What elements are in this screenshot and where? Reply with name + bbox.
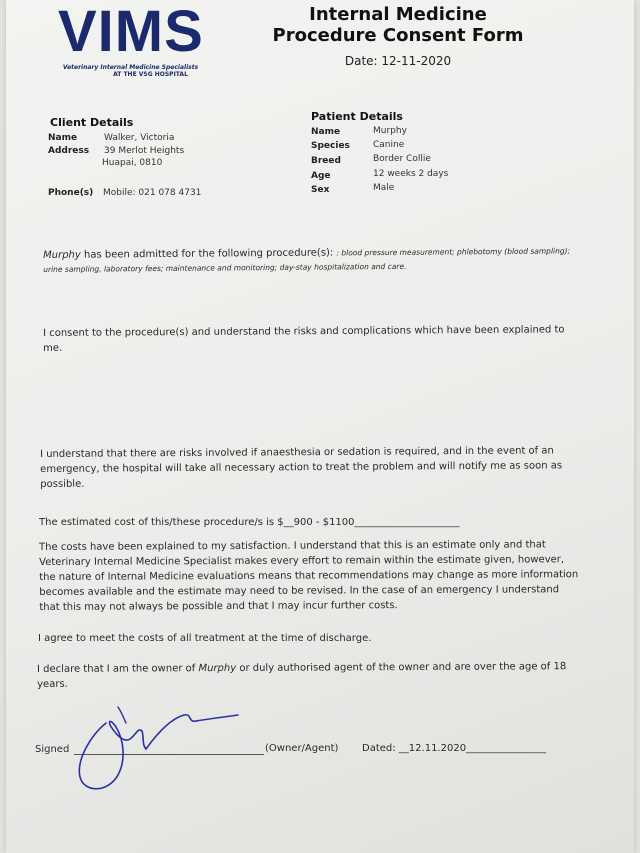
declare-pre: I declare that I am the owner of [37,663,199,675]
patient-age: 12 weeks 2 days [373,169,449,179]
risks-paragraph [40,443,625,492]
risks-line2: emergency, the hospital will take all necessary action to treat the problem and will notify me as soon as [40,460,563,475]
costs-line5: that this may not always be possible and that I may incur further costs. [39,600,398,613]
signature-stroke-loop [79,721,146,788]
form-title-line1: Internal Medicine [309,4,487,25]
handwritten-signature [66,705,246,800]
patient-species: Canine [373,140,405,150]
signature-stroke-mark [118,707,126,723]
dated-field [362,741,546,756]
admission-text: has been admitted for the following procedure(s): [80,247,337,261]
costs-line2: Veterinary Internal Medicine Specialist makes every effort to remain within the estimate given, however, [39,554,565,568]
consent-paragraph [43,322,623,356]
signature-stroke-tail [146,715,238,749]
admission-paragraph [43,238,623,276]
estimate-value: __900 - $1100_____________________ [283,517,460,528]
form-date: Date: 12-11-2020 [344,54,452,68]
estimate-text: The estimated cost of this/these procedure/s is $ [39,517,284,528]
consent-line1: I consent to the procedure(s) and understand the risks and complications which have been explained to [43,324,565,339]
patient-name: Murphy [373,126,407,136]
patient-age-label: Age [311,171,331,181]
client-name-label: Name [48,133,78,143]
patient-sex: Male [373,183,395,193]
client-name: Walker, Victoria [104,133,175,143]
costs-line1: The costs have been explained to my satisfaction. I understand that this is an estimate only and that [39,539,546,553]
patient-breed-label: Breed [311,156,341,166]
costs-line4: becomes available and the estimate may need to be revised. In the case of an emergency I understand [39,584,560,598]
risks-line3: possible. [40,478,85,490]
patient-name-label: Name [311,127,341,137]
client-address-line1: 39 Merlot Heights [104,146,185,156]
admission-procedures-line2: urine sampling, laboratory fees; maintenance and monitoring; day-stay hospitalization and care. [43,261,407,274]
patient-species-label: Species [311,141,350,151]
patient-details-heading: Patient Details [311,110,403,123]
declare-paragraph [37,659,627,692]
declare-pet-name: Murphy [198,662,237,675]
client-phone: Mobile: 021 078 4731 [103,188,202,198]
consent-form-page [6,0,634,853]
patient-breed: Border Collie [373,154,431,164]
vims-logo: VIMS [58,0,204,64]
agree-statement: I agree to meet the costs of all treatment at the time of discharge. [38,633,372,644]
estimate-line [39,510,460,530]
admission-pet-name: Murphy [43,249,81,261]
declare-line2: years. [37,678,68,690]
form-title-line2: Procedure Consent Form [272,25,524,46]
signed-label: Signed [35,744,70,755]
costs-paragraph [39,537,629,615]
risks-line1: I understand that there are risks involved if anaesthesia or sedation is required, and in the event of an [40,445,554,460]
client-details-heading: Client Details [50,116,134,129]
patient-sex-label: Sex [311,185,330,195]
logo-subtitle-line1: Veterinary Internal Medicine Specialists [62,64,199,71]
form-title [268,4,528,46]
owner-agent-label: (Owner/Agent) [265,743,339,754]
declare-post: or duly authorised agent of the owner and are over the age of 18 [236,661,567,674]
logo-subtitle [58,64,203,78]
client-address-label: Address [48,146,90,156]
consent-line2: me. [43,342,63,354]
admission-procedures-line1: : blood pressure measurement; phlebotomy (blood sampling); [336,246,571,258]
dated-value[interactable]: __12.11.2020________________ [398,743,547,754]
dated-label: Dated: [362,743,399,754]
logo-subtitle-line2: AT THE VSG HOSPITAL [113,71,188,78]
costs-line3: the nature of Internal Medicine evaluations means that recommendations may change as more information [39,569,579,583]
client-phone-label: Phone(s) [48,188,94,198]
client-address-line2: Huapai, 0810 [102,158,163,168]
